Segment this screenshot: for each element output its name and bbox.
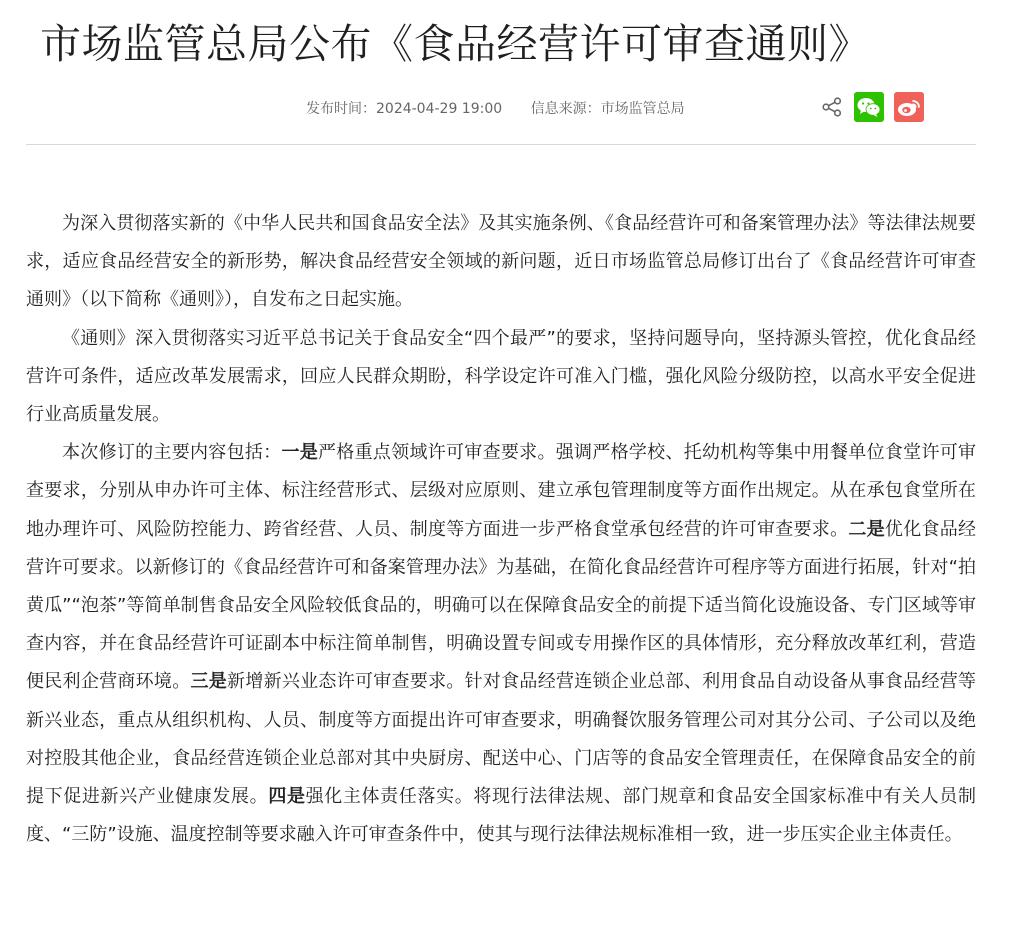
article-body bbox=[26, 205, 976, 854]
paragraph-3 bbox=[26, 434, 976, 854]
publish-time-group bbox=[306, 98, 502, 120]
paragraph-1: 为深入贯彻落实新的《中华人民共和国食品安全法》及其实施条例、《食品经营许可和备案管理办法》等法律法规要求，适应食品经营安全的新形势，解决食品经营安全领域的新问题，近日市场监管总局修订出台了《食品经营许可审查通则》（以下简称《通则》），自发布之日起实施。 bbox=[26, 213, 976, 311]
share-bar bbox=[820, 91, 924, 123]
paragraph-2: 《通则》深入贯彻落实习近平总书记关于食品安全“四个最严”的要求，坚持问题导向，坚持源头管控，优化食品经营许可条件，适应改革发展需求，回应人民群众期盼，科学设定许可准入门槛，强化风险分级防控，以高水平安全促进行业高质量发展。 bbox=[26, 327, 976, 426]
header-divider bbox=[26, 144, 976, 145]
publish-time: 2024-04-29 19:00 bbox=[376, 101, 503, 117]
item-1-label: 一是 bbox=[281, 442, 319, 464]
item-4-text: 强化主体责任落实。将现行法律法规、部门规章和食品安全国家标准中有关人员制度、“三防”设施、温度控制等要求融入许可审查条件中，使其与现行法律法规标准相一致，进一步压实企业主体责任。 bbox=[26, 786, 977, 846]
share-icon[interactable] bbox=[820, 95, 844, 119]
item-2-label: 二是 bbox=[848, 518, 885, 540]
publish-label: 发布时间： bbox=[306, 101, 376, 117]
source-label: 信息来源： bbox=[530, 101, 601, 117]
source-name: 市场监管总局 bbox=[600, 101, 685, 117]
source-group bbox=[531, 98, 685, 120]
wechat-icon[interactable] bbox=[854, 92, 884, 122]
item-1-text: 严格重点领域许可审查要求。强调严格学校、托幼机构等集中用餐单位食堂许可审查要求，分别从申办许可主体、标注经营形式、层级对应原则、建立承包管理制度等方面作出规定。从在承包食堂所在地办理许可、风险防控能力、跨省经营、人员、制度等方面进一步严格食堂承包经营的许可审查要求。 bbox=[26, 442, 977, 540]
weibo-icon[interactable] bbox=[894, 92, 924, 122]
item-3-text: 新增新兴业态许可审查要求。针对食品经营连锁企业总部、利用食品自动设备从事食品经营等新兴业态，重点从组织机构、人员、制度等方面提出许可审查要求，明确餐饮服务管理公司对其分公司、子公司以及绝对控股其他企业，食品经营连锁企业总部对其中央厨房、配送中心、门店等的食品安全管理责任，在保障食品安全的前提下促进新兴产业健康发展。 bbox=[26, 671, 977, 808]
item-3-label: 三是 bbox=[190, 671, 228, 693]
paragraph-3-intro: 本次修订的主要内容包括： bbox=[62, 442, 282, 464]
item-2-text: 优化食品经营许可要求。以新修订的《食品经营许可和备案管理办法》为基础，在简化食品经营许可程序等方面进行拓展，针对“拍黄瓜”“泡茶”等简单制售食品安全风险较低食品的，明确可以在保障食品安全的前提下适当简化设施设备、专门区域等审查内容，并在食品经营许可证副本中标注简单制售，明确设置专间或专用操作区的具体情形，充分释放改革红利，营造便民利企营商环境。 bbox=[26, 518, 977, 693]
article-meta bbox=[306, 98, 685, 120]
item-4-label: 四是 bbox=[268, 786, 306, 808]
page-title: 市场监管总局公布《食品经营许可审查通则》 bbox=[40, 20, 870, 68]
